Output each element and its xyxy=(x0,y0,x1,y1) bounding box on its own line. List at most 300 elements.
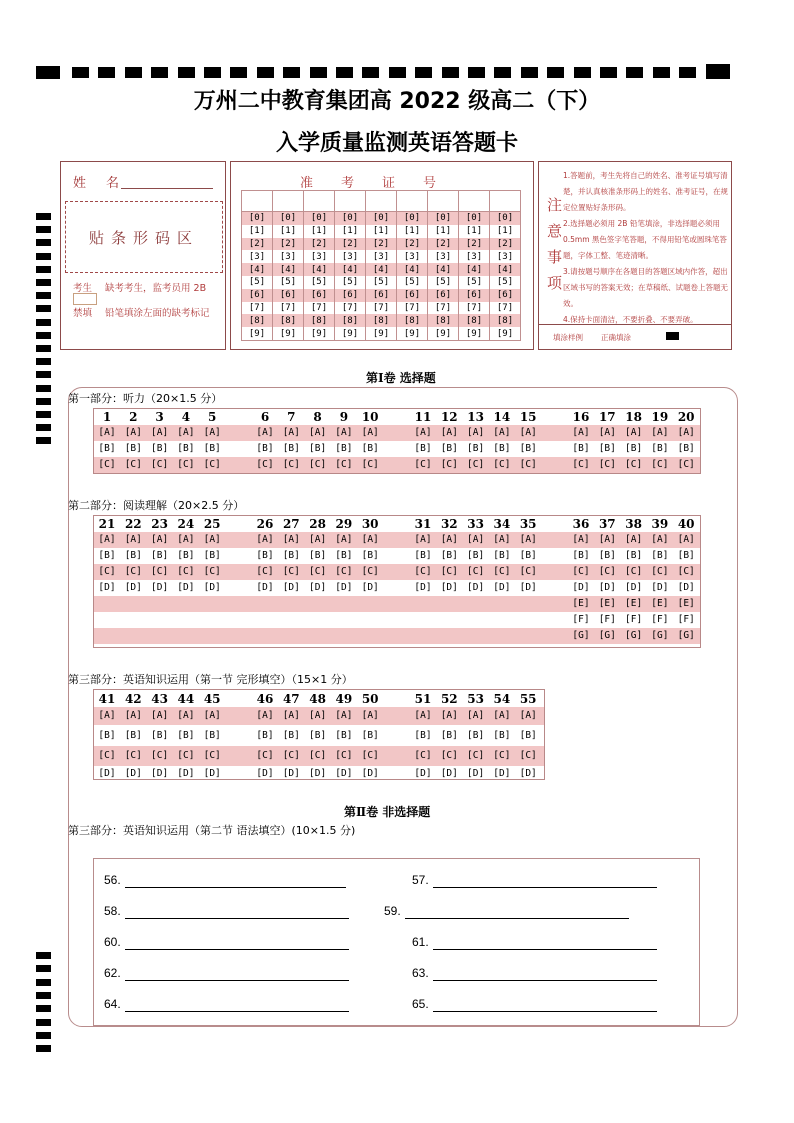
answer-bubble[interactable]: [B] xyxy=(598,443,616,454)
name-input-line[interactable] xyxy=(121,188,213,189)
answer-bubble[interactable]: [B] xyxy=(467,443,485,454)
answer-bubble[interactable]: [C] xyxy=(98,750,116,761)
answer-bubble[interactable]: [C] xyxy=(493,566,511,577)
answer-bubble[interactable]: [C] xyxy=(572,566,590,577)
id-digit-bubble[interactable]: [2] xyxy=(490,238,521,251)
answer-bubble[interactable]: [D] xyxy=(256,767,274,779)
answer-bubble[interactable]: [C] xyxy=(256,750,274,761)
id-digit-bubble[interactable]: [2] xyxy=(366,238,397,251)
answer-bubble[interactable]: [A] xyxy=(361,427,379,438)
id-digit-bubble[interactable]: [2] xyxy=(242,238,273,251)
id-digit-bubble[interactable]: [7] xyxy=(242,302,273,315)
answer-bubble[interactable]: [A] xyxy=(282,710,300,721)
answer-bubble[interactable]: [B] xyxy=(177,550,195,561)
answer-bubble[interactable]: [A] xyxy=(98,427,116,438)
id-digit-bubble[interactable]: [3] xyxy=(459,250,490,263)
answer-bubble[interactable]: [D] xyxy=(572,582,590,593)
answer-line[interactable] xyxy=(433,1011,657,1012)
answer-bubble[interactable]: [B] xyxy=(203,729,221,741)
answer-bubble[interactable]: [E] xyxy=(598,598,616,609)
answer-bubble[interactable]: [A] xyxy=(598,534,616,545)
id-digit-bubble[interactable]: [4] xyxy=(397,263,428,276)
answer-bubble[interactable]: [C] xyxy=(335,459,353,470)
answer-bubble[interactable]: [C] xyxy=(440,459,458,470)
id-digit-bubble[interactable]: [2] xyxy=(397,238,428,251)
id-digit-bubble[interactable]: [8] xyxy=(273,314,304,327)
id-digit-bubble[interactable]: [0] xyxy=(242,212,273,225)
answer-bubble[interactable]: [G] xyxy=(625,630,643,641)
id-digit-bubble[interactable]: [3] xyxy=(273,250,304,263)
id-digit-bubble[interactable]: [0] xyxy=(459,212,490,225)
answer-line[interactable] xyxy=(125,980,349,981)
answer-bubble[interactable]: [D] xyxy=(467,767,485,779)
answer-bubble[interactable]: [B] xyxy=(677,443,695,454)
answer-bubble[interactable]: [G] xyxy=(572,630,590,641)
id-digit-bubble[interactable]: [4] xyxy=(304,263,335,276)
id-digit-bubble[interactable]: [8] xyxy=(397,314,428,327)
answer-bubble[interactable]: [A] xyxy=(440,710,458,721)
answer-bubble[interactable]: [C] xyxy=(151,566,169,577)
answer-bubble[interactable]: [D] xyxy=(203,582,221,593)
answer-bubble[interactable]: [A] xyxy=(124,427,142,438)
answer-bubble[interactable]: [D] xyxy=(98,582,116,593)
answer-bubble[interactable]: [C] xyxy=(493,750,511,761)
answer-bubble[interactable]: [A] xyxy=(493,710,511,721)
id-digit-bubble[interactable]: [3] xyxy=(397,250,428,263)
answer-bubble[interactable]: [B] xyxy=(282,443,300,454)
id-digit-bubble[interactable]: [1] xyxy=(428,225,459,238)
answer-bubble[interactable]: [A] xyxy=(335,427,353,438)
answer-bubble[interactable]: [D] xyxy=(598,582,616,593)
id-digit-bubble[interactable]: [7] xyxy=(366,302,397,315)
id-digit-bubble[interactable]: [1] xyxy=(490,225,521,238)
answer-bubble[interactable]: [D] xyxy=(98,767,116,779)
id-digit-bubble[interactable]: [9] xyxy=(459,327,490,340)
answer-bubble[interactable]: [A] xyxy=(414,710,432,721)
answer-bubble[interactable]: [B] xyxy=(282,729,300,741)
answer-bubble[interactable]: [B] xyxy=(493,550,511,561)
answer-bubble[interactable]: [A] xyxy=(124,710,142,721)
answer-bubble[interactable]: [B] xyxy=(98,443,116,454)
id-digit-bubble[interactable]: [9] xyxy=(335,327,366,340)
id-digit-bubble[interactable]: [2] xyxy=(335,238,366,251)
answer-line[interactable] xyxy=(125,949,349,950)
answer-bubble[interactable]: [C] xyxy=(309,750,327,761)
answer-bubble[interactable]: [A] xyxy=(651,534,669,545)
id-digit-bubble[interactable]: [5] xyxy=(366,276,397,289)
answer-bubble[interactable]: [A] xyxy=(203,427,221,438)
id-digit-write-box[interactable] xyxy=(242,191,273,212)
id-digit-bubble[interactable]: [0] xyxy=(366,212,397,225)
answer-bubble[interactable]: [B] xyxy=(124,443,142,454)
id-digit-bubble[interactable]: [9] xyxy=(428,327,459,340)
answer-bubble[interactable]: [A] xyxy=(493,427,511,438)
answer-bubble[interactable]: [D] xyxy=(309,582,327,593)
id-digit-bubble[interactable]: [1] xyxy=(335,225,366,238)
id-digit-bubble[interactable]: [8] xyxy=(242,314,273,327)
id-digit-bubble[interactable]: [7] xyxy=(273,302,304,315)
answer-bubble[interactable]: [A] xyxy=(440,534,458,545)
answer-bubble[interactable]: [C] xyxy=(467,750,485,761)
id-digit-bubble[interactable]: [4] xyxy=(459,263,490,276)
answer-bubble[interactable]: [D] xyxy=(177,767,195,779)
id-digit-bubble[interactable]: [0] xyxy=(304,212,335,225)
id-digit-bubble[interactable]: [8] xyxy=(335,314,366,327)
answer-bubble[interactable]: [B] xyxy=(440,729,458,741)
answer-bubble[interactable]: [F] xyxy=(572,614,590,625)
answer-bubble[interactable]: [D] xyxy=(256,582,274,593)
answer-bubble[interactable]: [A] xyxy=(467,534,485,545)
answer-bubble[interactable]: [C] xyxy=(598,459,616,470)
id-digit-bubble[interactable]: [9] xyxy=(273,327,304,340)
answer-bubble[interactable]: [B] xyxy=(256,729,274,741)
answer-bubble[interactable]: [B] xyxy=(361,443,379,454)
answer-bubble[interactable]: [G] xyxy=(598,630,616,641)
answer-bubble[interactable]: [C] xyxy=(124,750,142,761)
answer-bubble[interactable]: [A] xyxy=(651,427,669,438)
answer-bubble[interactable]: [A] xyxy=(572,427,590,438)
answer-bubble[interactable]: [C] xyxy=(493,459,511,470)
answer-bubble[interactable]: [A] xyxy=(177,710,195,721)
answer-bubble[interactable]: [D] xyxy=(177,582,195,593)
answer-bubble[interactable]: [E] xyxy=(677,598,695,609)
answer-bubble[interactable]: [D] xyxy=(493,582,511,593)
id-digit-bubble[interactable]: [2] xyxy=(304,238,335,251)
answer-bubble[interactable]: [D] xyxy=(440,767,458,779)
answer-bubble[interactable]: [B] xyxy=(151,729,169,741)
id-digit-bubble[interactable]: [4] xyxy=(273,263,304,276)
id-digit-bubble[interactable]: [0] xyxy=(428,212,459,225)
answer-bubble[interactable]: [B] xyxy=(414,443,432,454)
answer-bubble[interactable]: [B] xyxy=(151,550,169,561)
answer-bubble[interactable]: [E] xyxy=(651,598,669,609)
answer-bubble[interactable]: [E] xyxy=(625,598,643,609)
id-digit-bubble[interactable]: [5] xyxy=(335,276,366,289)
answer-bubble[interactable]: [B] xyxy=(414,550,432,561)
answer-bubble[interactable]: [B] xyxy=(625,443,643,454)
answer-bubble[interactable]: [A] xyxy=(519,427,537,438)
id-digit-bubble[interactable]: [0] xyxy=(335,212,366,225)
answer-bubble[interactable]: [D] xyxy=(335,582,353,593)
answer-line[interactable] xyxy=(433,887,657,888)
answer-bubble[interactable]: [A] xyxy=(203,710,221,721)
id-digit-bubble[interactable]: [7] xyxy=(304,302,335,315)
answer-bubble[interactable]: [C] xyxy=(677,566,695,577)
id-digit-bubble[interactable]: [4] xyxy=(366,263,397,276)
answer-bubble[interactable]: [D] xyxy=(282,582,300,593)
answer-bubble[interactable]: [B] xyxy=(309,443,327,454)
answer-bubble[interactable]: [C] xyxy=(519,566,537,577)
id-digit-bubble[interactable]: [2] xyxy=(273,238,304,251)
id-digit-bubble[interactable]: [6] xyxy=(459,289,490,302)
answer-bubble[interactable]: [C] xyxy=(282,459,300,470)
answer-bubble[interactable]: [A] xyxy=(467,710,485,721)
answer-bubble[interactable]: [B] xyxy=(309,550,327,561)
id-digit-bubble[interactable]: [1] xyxy=(366,225,397,238)
answer-line[interactable] xyxy=(125,887,346,888)
answer-bubble[interactable]: [A] xyxy=(203,534,221,545)
answer-bubble[interactable]: [B] xyxy=(98,550,116,561)
answer-bubble[interactable]: [C] xyxy=(282,750,300,761)
answer-bubble[interactable]: [D] xyxy=(282,767,300,779)
answer-bubble[interactable]: [B] xyxy=(177,443,195,454)
answer-bubble[interactable]: [D] xyxy=(493,767,511,779)
answer-bubble[interactable]: [D] xyxy=(440,582,458,593)
answer-bubble[interactable]: [C] xyxy=(467,459,485,470)
id-digit-bubble[interactable]: [4] xyxy=(335,263,366,276)
answer-bubble[interactable]: [B] xyxy=(677,550,695,561)
answer-line[interactable] xyxy=(125,918,349,919)
answer-bubble[interactable]: [B] xyxy=(361,550,379,561)
answer-bubble[interactable]: [A] xyxy=(414,534,432,545)
id-digit-bubble[interactable]: [5] xyxy=(428,276,459,289)
id-digit-bubble[interactable]: [5] xyxy=(242,276,273,289)
answer-bubble[interactable]: [B] xyxy=(177,729,195,741)
answer-bubble[interactable]: [B] xyxy=(124,550,142,561)
answer-bubble[interactable]: [C] xyxy=(519,750,537,761)
answer-bubble[interactable]: [A] xyxy=(256,710,274,721)
answer-bubble[interactable]: [C] xyxy=(440,750,458,761)
answer-bubble[interactable]: [A] xyxy=(151,427,169,438)
id-digit-bubble[interactable]: [6] xyxy=(304,289,335,302)
id-digit-bubble[interactable]: [2] xyxy=(459,238,490,251)
answer-bubble[interactable]: [B] xyxy=(335,443,353,454)
id-digit-bubble[interactable]: [5] xyxy=(490,276,521,289)
answer-bubble[interactable]: [B] xyxy=(98,729,116,741)
answer-bubble[interactable]: [C] xyxy=(335,750,353,761)
answer-bubble[interactable]: [E] xyxy=(572,598,590,609)
id-digit-write-box[interactable] xyxy=(335,191,366,212)
answer-bubble[interactable]: [B] xyxy=(467,550,485,561)
id-digit-bubble[interactable]: [9] xyxy=(397,327,428,340)
answer-bubble[interactable]: [B] xyxy=(598,550,616,561)
id-digit-bubble[interactable]: [8] xyxy=(459,314,490,327)
answer-bubble[interactable]: [A] xyxy=(256,534,274,545)
answer-bubble[interactable]: [A] xyxy=(625,427,643,438)
id-digit-bubble[interactable]: [6] xyxy=(242,289,273,302)
id-digit-bubble[interactable]: [8] xyxy=(428,314,459,327)
answer-bubble[interactable]: [D] xyxy=(625,582,643,593)
answer-bubble[interactable]: [C] xyxy=(309,566,327,577)
answer-bubble[interactable]: [A] xyxy=(282,427,300,438)
answer-bubble[interactable]: [A] xyxy=(467,427,485,438)
answer-bubble[interactable]: [A] xyxy=(677,534,695,545)
answer-bubble[interactable]: [F] xyxy=(625,614,643,625)
id-digit-bubble[interactable]: [1] xyxy=(242,225,273,238)
answer-bubble[interactable]: [B] xyxy=(282,550,300,561)
answer-bubble[interactable]: [B] xyxy=(124,729,142,741)
answer-bubble[interactable]: [C] xyxy=(414,566,432,577)
answer-bubble[interactable]: [B] xyxy=(519,443,537,454)
answer-bubble[interactable]: [G] xyxy=(677,630,695,641)
id-digit-bubble[interactable]: [8] xyxy=(366,314,397,327)
answer-bubble[interactable]: [A] xyxy=(625,534,643,545)
answer-bubble[interactable]: [B] xyxy=(335,550,353,561)
id-digit-bubble[interactable]: [7] xyxy=(459,302,490,315)
answer-bubble[interactable]: [B] xyxy=(309,729,327,741)
id-digit-bubble[interactable]: [1] xyxy=(273,225,304,238)
answer-bubble[interactable]: [C] xyxy=(177,566,195,577)
answer-bubble[interactable]: [D] xyxy=(519,582,537,593)
answer-line[interactable] xyxy=(125,1011,349,1012)
id-digit-bubble[interactable]: [6] xyxy=(366,289,397,302)
answer-bubble[interactable]: [C] xyxy=(625,459,643,470)
answer-bubble[interactable]: [C] xyxy=(309,459,327,470)
answer-bubble[interactable]: [A] xyxy=(519,534,537,545)
answer-bubble[interactable]: [D] xyxy=(124,767,142,779)
answer-bubble[interactable]: [C] xyxy=(98,459,116,470)
answer-bubble[interactable]: [D] xyxy=(124,582,142,593)
answer-bubble[interactable]: [B] xyxy=(493,729,511,741)
answer-bubble[interactable]: [C] xyxy=(151,459,169,470)
answer-bubble[interactable]: [B] xyxy=(335,729,353,741)
id-digit-bubble[interactable]: [1] xyxy=(397,225,428,238)
answer-bubble[interactable]: [C] xyxy=(467,566,485,577)
id-digit-write-box[interactable] xyxy=(366,191,397,212)
id-digit-bubble[interactable]: [5] xyxy=(397,276,428,289)
answer-bubble[interactable]: [B] xyxy=(203,550,221,561)
answer-bubble[interactable]: [C] xyxy=(203,566,221,577)
id-digit-bubble[interactable]: [8] xyxy=(304,314,335,327)
answer-bubble[interactable]: [C] xyxy=(98,566,116,577)
answer-bubble[interactable]: [D] xyxy=(203,767,221,779)
id-digit-write-box[interactable] xyxy=(490,191,521,212)
id-digit-bubble[interactable]: [7] xyxy=(428,302,459,315)
id-digit-bubble[interactable]: [1] xyxy=(459,225,490,238)
answer-bubble[interactable]: [D] xyxy=(151,582,169,593)
answer-bubble[interactable]: [C] xyxy=(361,459,379,470)
answer-bubble[interactable]: [D] xyxy=(677,582,695,593)
id-digit-bubble[interactable]: [4] xyxy=(490,263,521,276)
id-digit-write-box[interactable] xyxy=(273,191,304,212)
answer-bubble[interactable]: [C] xyxy=(335,566,353,577)
id-digit-bubble[interactable]: [6] xyxy=(428,289,459,302)
answer-bubble[interactable]: [B] xyxy=(361,729,379,741)
answer-bubble[interactable]: [F] xyxy=(598,614,616,625)
answer-bubble[interactable]: [D] xyxy=(519,767,537,779)
answer-bubble[interactable]: [C] xyxy=(414,750,432,761)
id-digit-bubble[interactable]: [3] xyxy=(304,250,335,263)
answer-bubble[interactable]: [A] xyxy=(335,534,353,545)
answer-bubble[interactable]: [C] xyxy=(572,459,590,470)
id-digit-bubble[interactable]: [0] xyxy=(273,212,304,225)
answer-bubble[interactable]: [C] xyxy=(440,566,458,577)
answer-bubble[interactable]: [B] xyxy=(519,550,537,561)
answer-bubble[interactable]: [D] xyxy=(151,767,169,779)
answer-bubble[interactable]: [A] xyxy=(256,427,274,438)
answer-bubble[interactable]: [C] xyxy=(151,750,169,761)
id-digit-bubble[interactable]: [3] xyxy=(335,250,366,263)
id-digit-bubble[interactable]: [9] xyxy=(366,327,397,340)
id-digit-write-box[interactable] xyxy=(304,191,335,212)
answer-bubble[interactable]: [A] xyxy=(98,710,116,721)
id-digit-bubble[interactable]: [6] xyxy=(397,289,428,302)
absent-mark-box[interactable] xyxy=(73,293,97,305)
answer-bubble[interactable]: [A] xyxy=(677,427,695,438)
answer-bubble[interactable]: [B] xyxy=(493,443,511,454)
answer-bubble[interactable]: [C] xyxy=(203,459,221,470)
id-digit-bubble[interactable]: [7] xyxy=(490,302,521,315)
answer-bubble[interactable]: [C] xyxy=(361,566,379,577)
id-digit-bubble[interactable]: [9] xyxy=(304,327,335,340)
id-digit-write-box[interactable] xyxy=(428,191,459,212)
answer-bubble[interactable]: [B] xyxy=(414,729,432,741)
answer-bubble[interactable]: [D] xyxy=(361,767,379,779)
id-digit-bubble[interactable]: [8] xyxy=(490,314,521,327)
answer-bubble[interactable]: [B] xyxy=(625,550,643,561)
id-digit-bubble[interactable]: [3] xyxy=(242,250,273,263)
answer-bubble[interactable]: [D] xyxy=(361,582,379,593)
id-digit-bubble[interactable]: [6] xyxy=(335,289,366,302)
id-digit-bubble[interactable]: [0] xyxy=(490,212,521,225)
answer-bubble[interactable]: [C] xyxy=(414,459,432,470)
id-digit-bubble[interactable]: [5] xyxy=(459,276,490,289)
answer-bubble[interactable]: [F] xyxy=(651,614,669,625)
id-digit-bubble[interactable]: [6] xyxy=(490,289,521,302)
answer-bubble[interactable]: [A] xyxy=(151,534,169,545)
id-digit-bubble[interactable]: [5] xyxy=(304,276,335,289)
id-digit-bubble[interactable]: [3] xyxy=(490,250,521,263)
answer-bubble[interactable]: [A] xyxy=(309,534,327,545)
answer-bubble[interactable]: [A] xyxy=(598,427,616,438)
answer-bubble[interactable]: [C] xyxy=(651,459,669,470)
answer-line[interactable] xyxy=(433,949,657,950)
answer-bubble[interactable]: [A] xyxy=(309,427,327,438)
answer-bubble[interactable]: [C] xyxy=(124,459,142,470)
answer-bubble[interactable]: [A] xyxy=(572,534,590,545)
answer-bubble[interactable]: [A] xyxy=(440,427,458,438)
answer-bubble[interactable]: [F] xyxy=(677,614,695,625)
id-digit-bubble[interactable]: [2] xyxy=(428,238,459,251)
answer-bubble[interactable]: [B] xyxy=(203,443,221,454)
answer-line[interactable] xyxy=(405,918,629,919)
id-digit-bubble[interactable]: [6] xyxy=(273,289,304,302)
answer-bubble[interactable]: [D] xyxy=(651,582,669,593)
answer-bubble[interactable]: [C] xyxy=(361,750,379,761)
answer-bubble[interactable]: [C] xyxy=(598,566,616,577)
answer-bubble[interactable]: [C] xyxy=(625,566,643,577)
answer-bubble[interactable]: [C] xyxy=(124,566,142,577)
id-digit-bubble[interactable]: [3] xyxy=(366,250,397,263)
answer-bubble[interactable]: [D] xyxy=(335,767,353,779)
answer-line[interactable] xyxy=(433,980,657,981)
answer-bubble[interactable]: [C] xyxy=(282,566,300,577)
id-digit-write-box[interactable] xyxy=(397,191,428,212)
answer-bubble[interactable]: [C] xyxy=(519,459,537,470)
id-digit-bubble[interactable]: [7] xyxy=(397,302,428,315)
answer-bubble[interactable]: [B] xyxy=(651,550,669,561)
answer-bubble[interactable]: [C] xyxy=(256,566,274,577)
answer-bubble[interactable]: [A] xyxy=(151,710,169,721)
answer-bubble[interactable]: [D] xyxy=(414,582,432,593)
answer-bubble[interactable]: [A] xyxy=(309,710,327,721)
answer-bubble[interactable]: [B] xyxy=(151,443,169,454)
answer-bubble[interactable]: [C] xyxy=(177,750,195,761)
id-digit-bubble[interactable]: [4] xyxy=(428,263,459,276)
answer-bubble[interactable]: [B] xyxy=(519,729,537,741)
answer-bubble[interactable]: [C] xyxy=(651,566,669,577)
answer-bubble[interactable]: [A] xyxy=(414,427,432,438)
answer-bubble[interactable]: [D] xyxy=(467,582,485,593)
id-digit-bubble[interactable]: [3] xyxy=(428,250,459,263)
answer-bubble[interactable]: [B] xyxy=(440,443,458,454)
id-digit-bubble[interactable]: [4] xyxy=(242,263,273,276)
answer-bubble[interactable]: [A] xyxy=(519,710,537,721)
answer-bubble[interactable]: [B] xyxy=(572,550,590,561)
answer-bubble[interactable]: [C] xyxy=(677,459,695,470)
id-digit-bubble[interactable]: [1] xyxy=(304,225,335,238)
answer-bubble[interactable]: [A] xyxy=(124,534,142,545)
